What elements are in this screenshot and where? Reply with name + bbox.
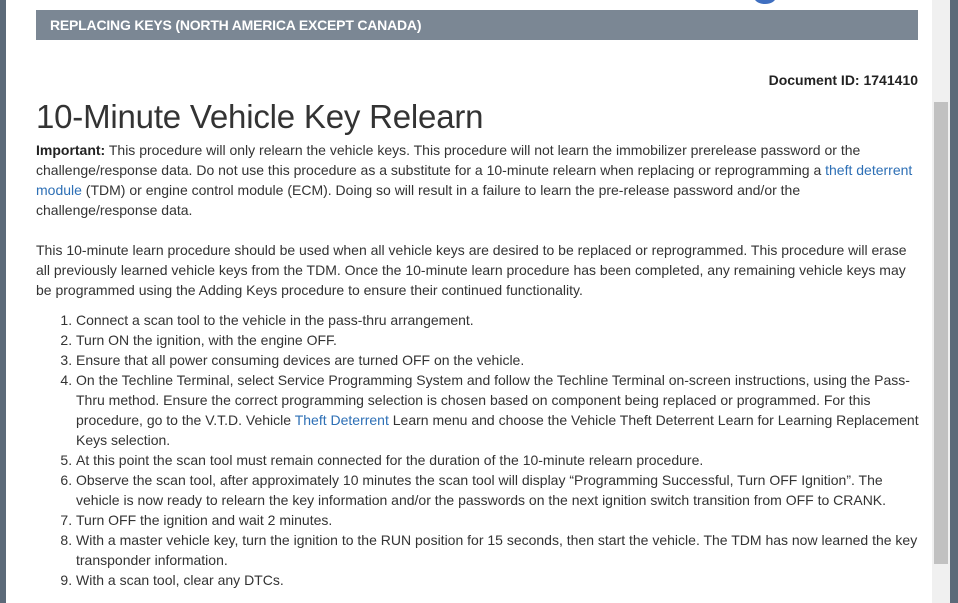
step-item: 9. With a scan tool, clear any DTCs. (76, 570, 921, 590)
document-id: Document ID: 1741410 (768, 72, 918, 88)
theft-deterrent-module-link[interactable]: theft deterrent module (36, 162, 913, 198)
section-header: REPLACING KEYS (NORTH AMERICA EXCEPT CANADA) (36, 10, 918, 40)
step-item: 5. At this point the scan tool must remain connected for the duration of the 10-minute relearn procedure. (76, 450, 921, 470)
step-item: 8. With a master vehicle key, turn the ignition to the RUN position for 15 seconds, then start the vehicle. The TDM has now learned the key transponder information. (76, 530, 921, 570)
document-content (36, 140, 921, 590)
background-right (950, 0, 958, 603)
intro-paragraph: This 10-minute learn procedure should be used when all vehicle keys are desired to be replaced or reprogrammed. This procedure will erase all previously learned vehicle keys from the TDM. Once the 10-minute learn procedure has been completed, any remaining vehicle keys may be programmed using the Adding Keys procedure to ensure their continued functionality. (36, 242, 907, 298)
important-text-2: (TDM) or engine control module (ECM). Doing so will result in a failure to learn the pre-release password and/or the challenge/response data. (36, 182, 801, 218)
step-item: 1. Connect a scan tool to the vehicle in the pass-thru arrangement. (76, 310, 921, 330)
step-item: 6. Observe the scan tool, after approximately 10 minutes the scan tool will display “Programming Successful, Turn OFF Ignition”. The vehicle is now ready to relearn the key information and/or the passwords on the next ignition switch transition from OFF to CRANK. (76, 470, 921, 510)
theft-deterrent-link[interactable]: Theft Deterrent (294, 412, 389, 428)
important-note (36, 140, 921, 220)
important-text-1: This procedure will only relearn the vehicle keys. This procedure will not learn the immobilizer prerelease password or the challenge/response data. Do not use this procedure as a substitute for a 10-minute relearn when replacing or reprogramming a (36, 142, 861, 178)
procedure-steps (36, 310, 921, 590)
step-4-text-1: On the Techline Terminal, select Service Programming System and follow the Techline Terminal on-screen instructions, using the Pass-Thru method. Ensure the correct programming selection is chosen based on component being replaced or programmed. For this procedure, go to the V.T.D. Vehicle (76, 372, 910, 428)
step-4-text-2: Learn menu and choose the Vehicle Theft Deterrent Learn for Learning Replacement Keys selection. (76, 412, 919, 448)
important-label: Important: (36, 142, 106, 158)
document-panel (6, 0, 950, 603)
step-item: 2. Turn ON the ignition, with the engine OFF. (76, 330, 921, 350)
step-item: 7. Turn OFF the ignition and wait 2 minutes. (76, 510, 921, 530)
page-title: 10-Minute Vehicle Key Relearn (36, 98, 484, 135)
step-item: 3. Ensure that all power consuming devices are turned OFF on the vehicle. (76, 350, 921, 370)
step-item (76, 370, 921, 450)
scrollbar-thumb[interactable] (934, 102, 948, 564)
spacer (36, 220, 921, 240)
